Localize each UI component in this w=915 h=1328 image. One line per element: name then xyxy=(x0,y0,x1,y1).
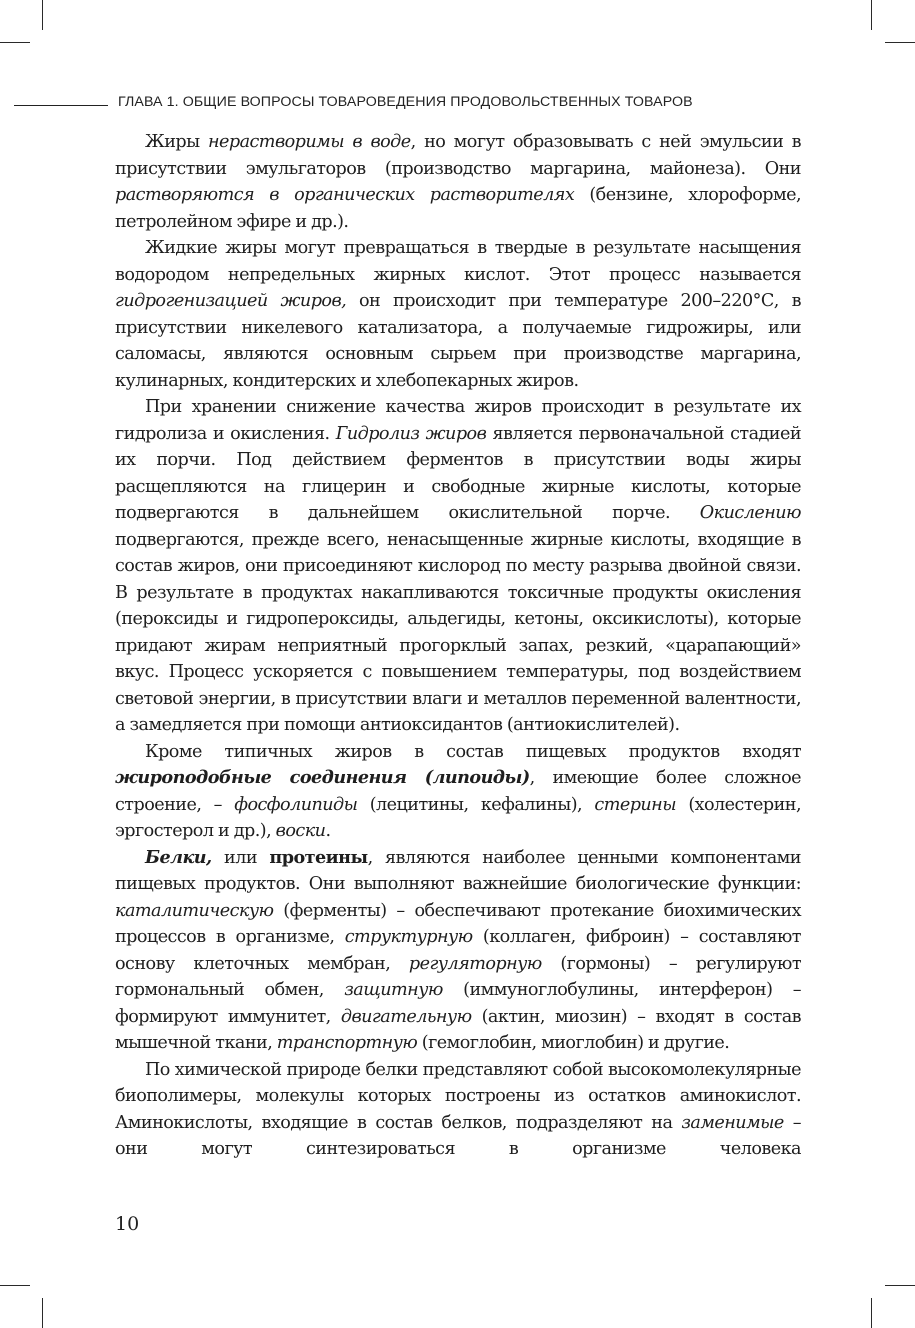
page-number: 10 xyxy=(115,1213,140,1235)
emphasis-run: фосфолипиды xyxy=(234,794,358,815)
paragraph xyxy=(115,845,801,1057)
emphasis-run: заменимые xyxy=(681,1112,784,1133)
text-run: (гормоны) – регулируют гормональный обмен, xyxy=(115,953,802,1000)
emphasis-run: жироподобные соединения (липоиды) xyxy=(115,767,530,788)
paragraph xyxy=(115,394,801,739)
text-run: При хранении снижение качества жиров происходит в результате их гидролиза и окисления. xyxy=(115,397,801,444)
text-run: – они могут синтезироваться в организме человека xyxy=(115,1112,801,1159)
emphasis-run: регуляторную xyxy=(408,953,542,974)
emphasis-run: Гидролиз жиров xyxy=(335,423,487,444)
text-run: является первоначальной стадией их порчи. Под действием ферментов в присутствии воды жиры расщепляются на глицерин и свободные жирные кислоты, которые подвергаются в дальнейшем окислительной порче. xyxy=(115,423,802,523)
text-run: , являются наиболее ценными компонентами пищевых продуктов. Они выполняют важнейшие биологические функции: xyxy=(115,847,801,894)
text-run: , но могут образовывать с ней эмульсии в присутствии эмульгаторов (производство маргарина, майонеза). Они xyxy=(115,132,801,179)
emphasis-run: структурную xyxy=(344,927,473,947)
text-run: (коллаген, фиброин) – составляют основу клеточных мембран, xyxy=(115,927,801,974)
body-text xyxy=(115,129,801,1163)
text-run: (бензине, хлороформе, петролейном эфире и др.). xyxy=(115,185,802,232)
paragraph xyxy=(115,1057,801,1163)
crop-mark-top-right-horizontal xyxy=(885,42,915,43)
emphasis-run: двигательную xyxy=(340,1006,472,1027)
emphasis-run: Окислению xyxy=(699,503,801,523)
text-run: (холестерин, эргостерол и др.), xyxy=(115,794,801,841)
crop-mark-bottom-right-vertical xyxy=(871,1298,872,1328)
chapter-title: ГЛАВА 1. ОБЩИЕ ВОПРОСЫ ТОВАРОВЕДЕНИЯ ПРОДОВОЛЬСТВЕННЫХ ТОВАРОВ xyxy=(118,94,693,110)
crop-mark-top-left-horizontal xyxy=(0,42,30,43)
emphasis-run: протеины xyxy=(269,846,368,868)
text-run: (гемоглобин, миоглобин) и другие. xyxy=(417,1033,730,1053)
paragraph xyxy=(115,739,801,845)
text-run: Жидкие жиры могут превращаться в твердые в результате насыщения водородом непредельных жирных кислот. Этот процесс называется xyxy=(115,238,801,285)
text-run: Жиры xyxy=(145,132,208,152)
crop-mark-bottom-right-horizontal xyxy=(885,1285,915,1286)
emphasis-run: каталитическую xyxy=(115,900,274,921)
emphasis-run: транспортную xyxy=(276,1033,418,1053)
paragraph xyxy=(115,235,801,394)
text-run: , имеющие более сложное строение, – xyxy=(115,768,801,815)
text-run: Кроме типичных жиров в состав пищевых продуктов входят xyxy=(145,741,801,762)
emphasis-run: воски xyxy=(275,821,326,841)
text-run: . xyxy=(325,821,331,841)
text-run: (иммуноглобулины, интерферон) – формируют иммунитет, xyxy=(115,980,802,1027)
emphasis-run: растворяются в органических растворителях xyxy=(115,185,575,205)
emphasis-run: защитную xyxy=(344,980,443,1000)
crop-mark-top-left-vertical xyxy=(42,0,43,30)
text-run: он происходит при температуре 200–220°С, в присутствии никелевого катализатора, а получаемые гидрожиры, или саломасы, являются основным сырьем при производстве маргарина, кулинарных, кондитерских и хлебопекарных жиров. xyxy=(115,291,801,391)
crop-mark-top-right-vertical xyxy=(871,0,872,30)
text-run: или xyxy=(211,847,270,868)
text-run: (ферменты) – обеспечивают протекание биохимических процессов в организме, xyxy=(115,900,801,947)
emphasis-run: стерины xyxy=(594,794,677,815)
text-run: подвергаются, прежде всего, ненасыщенные жирные кислоты, входящие в состав жиров, они присоединяют кислород по месту разрыва двойной связи. В результате в продуктах накапливаются токсичные продукты окисления (пероксиды и гидропероксиды, альдегиды, кетоны, оксикислоты), которые придают жирам неприятный прогорклый запах, резкий, «царапающий» вкус. Процесс ускоряется с повышением температуры, под воздействием световой энергии, в присутствии влаги и металлов переменной валентности, а замедляется при помощи антиоксидантов (антиокислителей). xyxy=(115,529,801,735)
text-run: (актин, миозин) – входят в состав мышечной ткани, xyxy=(115,1006,801,1053)
emphasis-run: Белки, xyxy=(145,846,212,868)
crop-mark-bottom-left-horizontal xyxy=(0,1285,30,1286)
emphasis-run: нерастворимы в воде xyxy=(207,132,411,152)
running-header xyxy=(14,92,901,112)
paragraph xyxy=(115,129,801,235)
text-run: По химической природе белки представляют собой высокомолекулярные биополимеры, молекулы которых построены из остатков аминокислот. Аминокислоты, входящие в состав белков, подразделяют на xyxy=(115,1059,801,1133)
crop-mark-bottom-left-vertical xyxy=(42,1298,43,1328)
header-rule xyxy=(14,105,108,106)
emphasis-run: гидрогенизацией жиров, xyxy=(115,291,347,311)
text-run: (лецитины, кефалины), xyxy=(357,794,595,815)
